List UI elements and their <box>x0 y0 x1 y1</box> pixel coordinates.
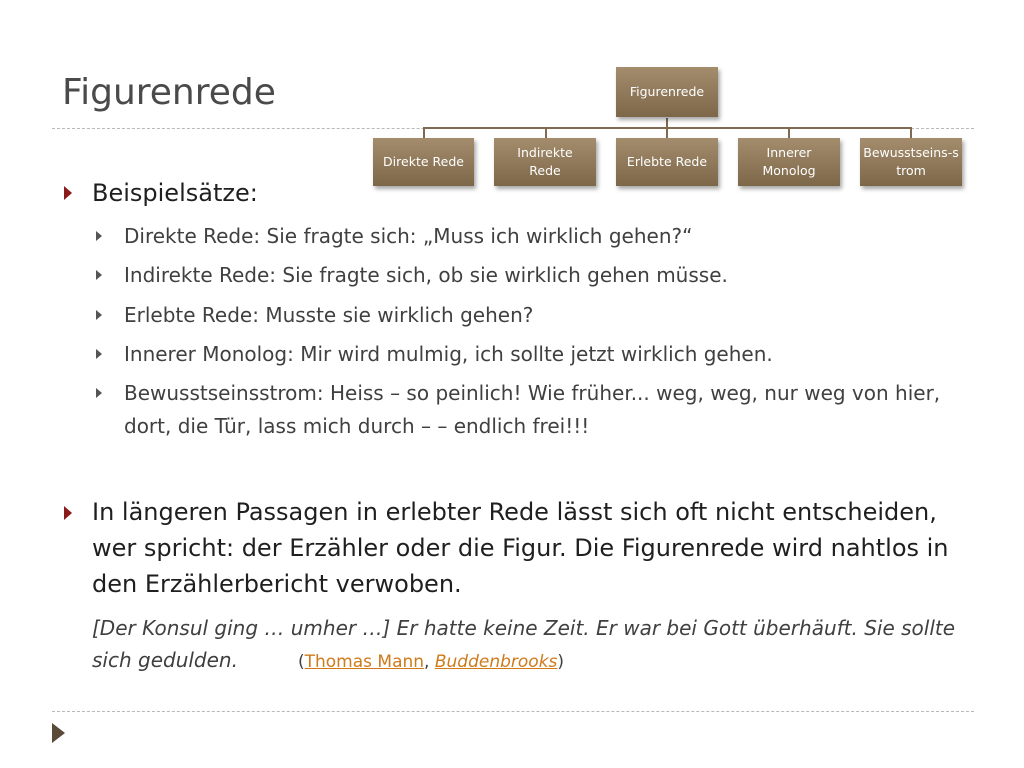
bullet-heading: Beispielsätze: <box>92 179 258 207</box>
quote-text: [Der Konsul ging … umher …] Er hatte keine Zeit. Er war bei Gott überhäuft. Sie sollte sich gedulden. <box>92 616 956 672</box>
play-icon <box>52 723 65 743</box>
footer-divider <box>52 711 974 712</box>
work-link[interactable]: Buddenbrooks <box>434 652 558 672</box>
sub-bullet-item: Direkte Rede: Sie fragte sich: „Muss ich wirklich gehen?“ <box>124 224 693 248</box>
bullet-icon <box>64 186 72 200</box>
diagram-node-innerer-monolog <box>738 138 840 186</box>
paragraph-text: In längeren Passagen in erlebter Rede lässt sich oft nicht entscheiden, wer spricht: der Erzähler oder die Figur. Die Figurenrede wird nahtlos in den Erzählerbericht verwoben. <box>92 498 949 598</box>
diagram-node-direkte-rede: Direkte Rede <box>373 138 474 186</box>
sub-bullet-item: Bewusstseinsstrom: Heiss – so peinlich! Wie früher... weg, weg, nur weg von hier, dort, die Tür, lass mich durch – – endlich frei!!! <box>124 381 941 438</box>
diagram-connector <box>910 127 912 138</box>
sub-bullet-icon <box>96 388 102 398</box>
citation-separator: , <box>424 652 435 672</box>
slide-title: Figurenrede <box>62 72 276 113</box>
diagram-node-erlebte-rede: Erlebte Rede <box>616 138 718 186</box>
sub-bullet-item: Indirekte Rede: Sie fragte sich, ob sie wirklich gehen müsse. <box>124 263 728 287</box>
citation-close-paren: ) <box>557 652 565 672</box>
diagram-node-label: Bewusstseins-strom <box>863 145 959 178</box>
diagram-connector <box>545 127 547 138</box>
sub-bullet-item: Innerer Monolog: Mir wird mulmig, ich sollte jetzt wirklich gehen. <box>124 342 773 366</box>
diagram-node-bewusstseinsstrom <box>860 138 962 186</box>
sub-bullet-icon <box>96 270 102 280</box>
diagram-node-label: Indirekte Rede <box>517 145 573 178</box>
diagram-connector <box>666 127 668 138</box>
citation-open-paren: ( <box>297 652 305 672</box>
sub-bullet-icon <box>96 310 102 320</box>
sub-bullet-item: Erlebte Rede: Musste sie wirklich gehen? <box>124 303 534 327</box>
author-link[interactable]: Thomas Mann <box>304 652 425 672</box>
sub-bullet-icon <box>96 231 102 241</box>
diagram-node-label: Innerer Monolog <box>762 145 816 178</box>
bullet-icon <box>64 506 72 520</box>
diagram-node-root: Figurenrede <box>616 67 718 117</box>
diagram-connector <box>788 127 790 138</box>
citation <box>298 652 564 672</box>
diagram-connector <box>423 127 425 138</box>
sub-bullet-icon <box>96 349 102 359</box>
diagram-node-indirekte-rede <box>494 138 596 186</box>
quote-block <box>92 612 972 678</box>
